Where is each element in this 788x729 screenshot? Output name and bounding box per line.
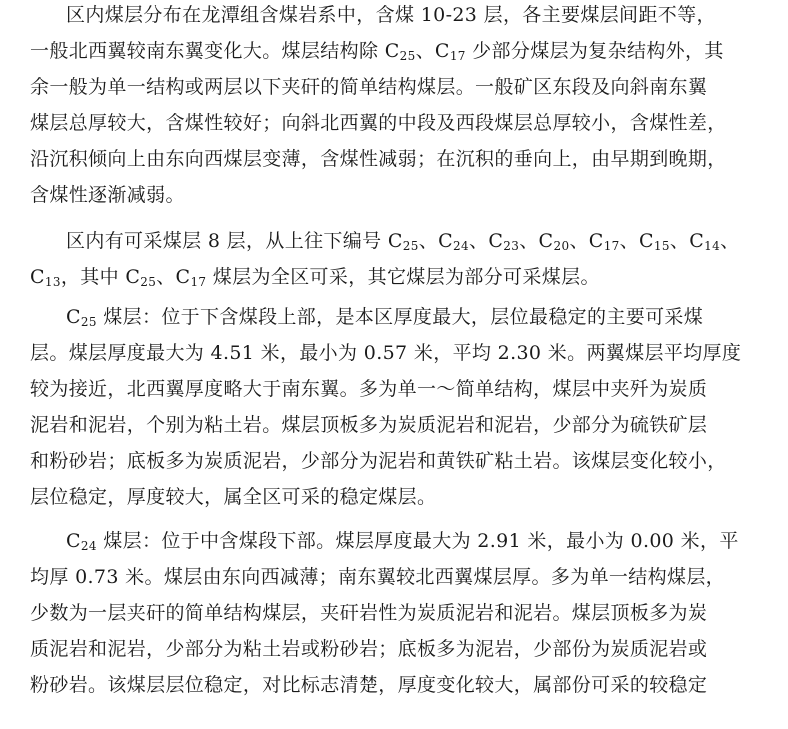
text-line: 少数为一层夹矸的简单结构煤层，夹矸岩性为炭质泥岩和泥岩。煤层顶板多为炭 [30, 602, 708, 624]
text-line: 粉砂岩。该煤层层位稳定，对比标志清楚，厚度变化较大，属部份可采的较稳定 [30, 674, 708, 696]
text-line: 煤层总厚较大，含煤性较好；向斜北西翼的中段及西段煤层总厚较小，含煤性差， [30, 112, 727, 134]
text-line: 含煤性逐渐减弱。 [30, 184, 185, 206]
text-line: 均厚 0.73 米。煤层由东向西减薄；南东翼较北西翼煤层厚。多为单一结构煤层， [30, 566, 726, 588]
text-line: 区内有可采煤层 8 层，从上往下编号 $C_{25}$、$C_{24}$、$C_{23}$、$C_{20}$、$C_{17}$、$C_{15}$、$C_{14}$、 [66, 230, 740, 253]
text-line: $C_{25}$ 煤层：位于下含煤段上部，是本区厚度最大，层位最稳定的主要可采煤 [66, 306, 704, 329]
text-line: 余一般为单一结构或两层以下夹矸的简单结构煤层。一般矿区东段及向斜南东翼 [30, 76, 708, 98]
text-line: $C_{13}$，其中 $C_{25}$、$C_{17}$ 煤层为全区可采，其它煤层为部分可采煤层。 [30, 266, 600, 289]
text-line: $C_{24}$ 煤层：位于中含煤段下部。煤层厚度最大为 2.91 米，最小为 0.00 米，平 [66, 530, 739, 553]
text-line: 层位稳定，厚度较大，属全区可采的稳定煤层。 [30, 486, 437, 508]
text-line: 和粉砂岩；底板多为炭质泥岩，少部分为泥岩和黄铁矿粘土岩。该煤层变化较小， [30, 450, 727, 472]
text-line: 层。煤层厚度最大为 4.51 米，最小为 0.57 米，平均 2.30 米。两翼煤层平均厚度 [30, 342, 742, 364]
text-line: 泥岩和泥岩，个别为粘土岩。煤层顶板多为炭质泥岩和泥岩，少部分为硫铁矿层 [30, 414, 708, 436]
text-line: 区内煤层分布在龙潭组含煤岩系中，含煤 10-23 层，各主要煤层间距不等， [66, 4, 716, 26]
text-line: 较为接近，北西翼厚度略大于南东翼。多为单一～简单结构，煤层中夹歼为炭质 [30, 378, 708, 400]
text-line: 沿沉积倾向上由东向西煤层变薄，含煤性减弱；在沉积的垂向上，由早期到晚期， [30, 148, 727, 170]
text-line: 质泥岩和泥岩，少部分为粘土岩或粉砂岩；底板多为泥岩，少部份为炭质泥岩或 [30, 638, 708, 660]
text-line: 一般北西翼较南东翼变化大。煤层结构除 $C_{25}$、$C_{17}$ 少部分煤层为复杂结构外，其 [30, 40, 724, 63]
